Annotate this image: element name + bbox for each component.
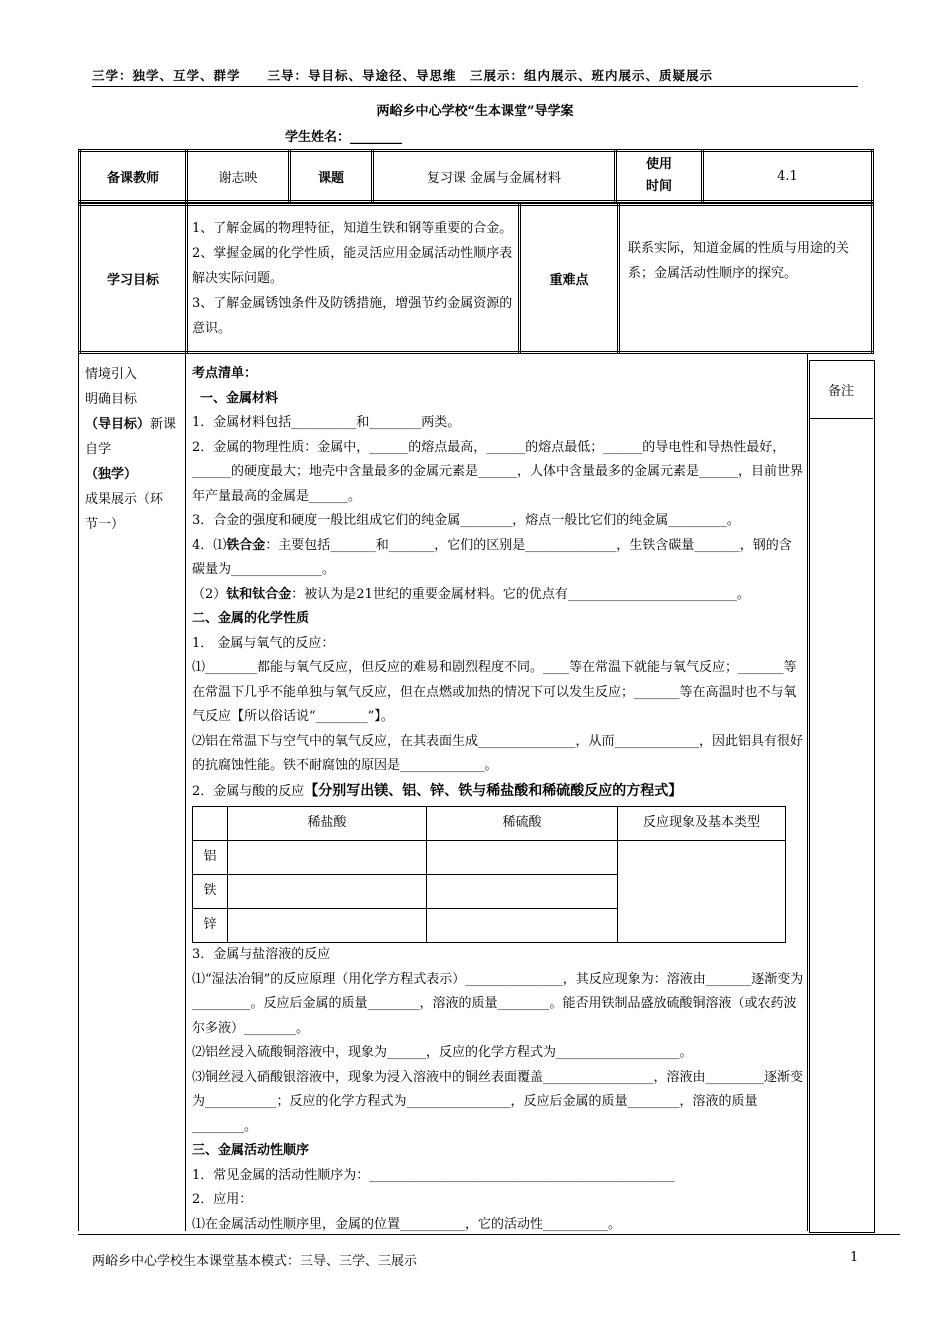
acid-cell[interactable]: [427, 841, 618, 875]
goal-item-3: 3、了解金属锈蚀条件及防锈措施，增强节约金属资源的意识。: [192, 296, 513, 336]
s2-item-2: 2．金属与酸的反应【分别写出镁、铝、锌、铁与稀盐酸和稀硫酸反应的方程式】: [192, 782, 683, 799]
footer-text: 两峪乡中心学校生本课堂基本模式：三导、三学、三展示: [92, 1254, 418, 1269]
s2-item-3: 3．金属与盐溶液的反应: [192, 947, 331, 962]
left-line-4: 自学: [85, 442, 112, 457]
acid-row-label: 锌: [193, 909, 228, 943]
s3-item-2: 2．应用：: [192, 1192, 253, 1207]
section-2-title: 二、金属的化学性质: [192, 611, 310, 626]
left-line-6: 成果展示（环: [85, 492, 164, 507]
s3-item-1: 1．常见金属的活动性顺序为：_______________________________________________: [192, 1167, 675, 1183]
s2-item-1b: ⑵铝在常温下与空气中的氧气反应，在其表面生成_______________，从而_____________，因此铝具有很好的抗腐蚀性能。铁不耐腐蚀的原因是_____________。: [192, 733, 804, 773]
acid-cell[interactable]: [427, 875, 618, 909]
footer-divider: [78, 1234, 900, 1235]
s3-item-2a: ⑴在金属活动性顺序里，金属的位置__________，它的活动性__________。: [192, 1216, 622, 1232]
acid-row-label: 铝: [193, 841, 228, 875]
left-line-2: 明确目标: [85, 392, 138, 407]
acid-header-phenomenon: 反应现象及基本类型: [618, 807, 786, 841]
note-label: 备注: [809, 360, 873, 419]
s1-question-1: 1．金属材料包括__________和________两类。: [192, 415, 461, 430]
time-value: 4.1: [703, 151, 873, 202]
teacher-value: 谢志映: [187, 151, 290, 202]
left-column-text: [85, 362, 181, 537]
acid-phenomenon-cell[interactable]: [618, 841, 786, 943]
s2-item-1: 1． 金属与氧气的反应：: [192, 635, 335, 651]
goal-item-2: 2、掌握金属的化学性质，能灵活应用金属活动性顺序表解决实际问题。: [192, 246, 513, 286]
goal-content: [187, 205, 520, 353]
page-number: 1: [850, 1250, 859, 1265]
s1-question-4: 4．⑴铁合金：主要包括_______和_______，它们的区别是______________，生铁含碳量_______，钢的含碳量为______________。: [192, 537, 792, 577]
time-label: [616, 151, 703, 202]
key-label: 重难点: [520, 205, 619, 353]
topic-label: 课题: [290, 151, 373, 202]
section-1-title: 一、金属材料: [200, 390, 279, 406]
goal-item-1: 1、了解金属的物理特征，知道生铁和钢等重要的合金。: [192, 221, 513, 236]
goal-label: 学习目标: [80, 205, 187, 353]
main-content: [192, 362, 804, 1237]
list-title: 考点清单：: [192, 366, 258, 381]
header-divider: [92, 86, 858, 87]
student-name-field: 学生姓名：________: [285, 130, 403, 145]
acid-cell[interactable]: [228, 841, 427, 875]
acid-header-hcl: 稀盐酸: [228, 807, 427, 841]
acid-reaction-table: [192, 806, 786, 943]
left-line-5: （独学）: [85, 467, 138, 482]
key-content: 联系实际，知道金属的性质与用途的关系；金属活动性顺序的探究。: [619, 205, 873, 353]
info-table-row-2: [78, 203, 874, 354]
acid-cell[interactable]: [228, 909, 427, 943]
time-label-line-2: 时间: [645, 179, 672, 194]
acid-header-h2so4: 稀硫酸: [427, 807, 618, 841]
note-column: [809, 360, 875, 1233]
header-motto: 三学：独学、互学、群学 三导：导目标、导途径、导思维 三展示：组内展示、班内展示、质疑展示: [92, 68, 714, 83]
s2-item-3a: ⑴“湿法冶铜”的反应原理（用化学方程式表示）_______________，其反应现象为：溶液由_______逐渐变为_________。反应后金属的质量________，溶液的质量________。能否用铁制品盛放硫酸铜溶液（或农药波尔多液）________。: [192, 971, 804, 1036]
time-label-line-1: 使用: [645, 157, 672, 172]
doc-title: 两峪乡中心学校“生本课堂”导学案: [376, 104, 574, 119]
s1-question-3: 3．合金的强度和硬度一般比组成它们的纯金属________，熔点一般比它们的纯金属_________。: [192, 513, 740, 528]
section-3-title: 三、金属活动性顺序: [192, 1143, 310, 1158]
s1-question-5: （2）钛和钛合金：被认为是21世纪的重要金属材料。它的优点有__________________________。: [192, 586, 750, 602]
left-line-7: 节一）: [85, 517, 125, 532]
acid-row-label: 铁: [193, 875, 228, 909]
teacher-label: 备课教师: [80, 151, 187, 202]
s1-question-2: 2．金属的物理性质：金属中，______的熔点最高，______的熔点最低；______的导电性和导热性最好，______的硬度最大；地壳中含量最多的金属元素是______，人体中含量最多的金属元素是______，目前世界年产量最高的金属是______。: [192, 439, 804, 504]
topic-value: 复习课 金属与金属材料: [373, 151, 616, 202]
s2-item-1a: ⑴________都能与氧气反应，但反应的难易和剧烈程度不同。____等在常温下就能与氧气反应；_______等在常温下几乎不能单独与氧气反应，但在点燃或加热的情况下可以发生反应；_______等在高温时也不与氧气反应【所以俗话说“________”】。: [192, 660, 797, 724]
acid-cell[interactable]: [228, 875, 427, 909]
acid-cell[interactable]: [427, 909, 618, 943]
info-table-row-1: [78, 149, 874, 203]
s2-item-3b: ⑵铝丝浸入硫酸铜溶液中，现象为______，反应的化学方程式为___________________。: [192, 1045, 693, 1060]
left-line-1: 情境引入: [85, 367, 138, 382]
s2-item-3c: ⑶铜丝浸入硝酸银溶液中，现象为浸入溶液中的铜丝表面覆盖_________________，溶液由_________逐渐变为___________；反应的化学方程式为________________，反应后金属的质量________，溶液的质量________。: [192, 1069, 804, 1134]
left-line-3: （导目标）新课: [85, 417, 177, 432]
